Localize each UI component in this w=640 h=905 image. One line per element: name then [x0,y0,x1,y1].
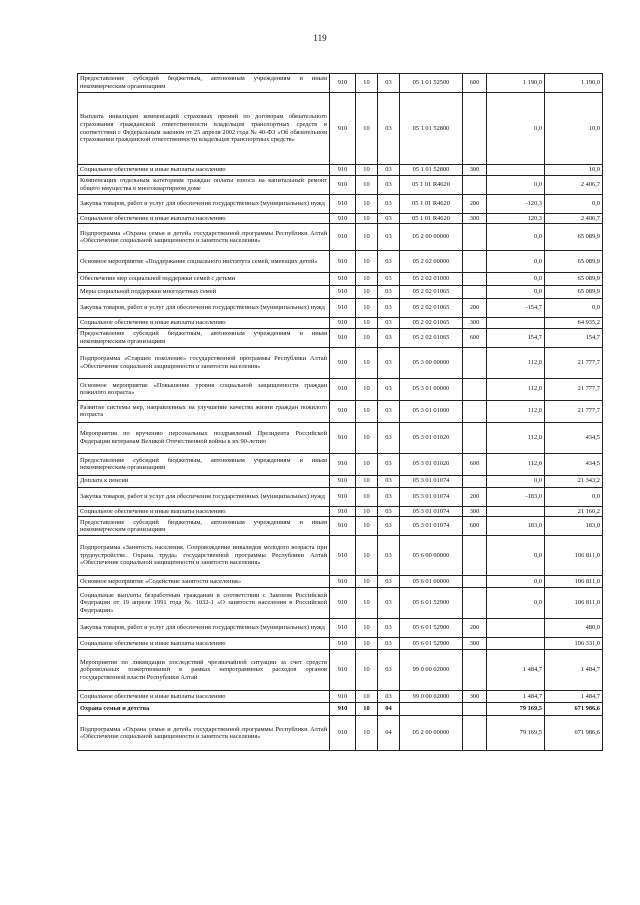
cell-target: 05 2 02 01000 [400,273,463,286]
table-row [78,400,603,422]
cell-total: 2 406,7 [545,175,603,194]
cell-total: 21 777,7 [545,347,603,378]
cell-subsection: 03 [378,378,400,400]
cell-vr [463,224,487,251]
cell-amount-change [487,506,545,517]
cell-amount-change: 79 169,5 [487,716,545,751]
cell-vr: 200 [463,619,487,638]
table-row [78,286,603,299]
budget-table [77,73,603,751]
cell-amount-change [487,165,545,176]
cell-subsection: 04 [378,703,400,716]
cell-subsection: 03 [378,517,400,536]
cell-amount-change: -120,3 [487,194,545,213]
cell-amount-change: 79 169,5 [487,703,545,716]
cell-target: 05 1 01 R4620 [400,213,463,224]
table-row [78,224,603,251]
cell-subsection: 03 [378,299,400,318]
cell-name: Подпрограмма «Занятость населения. Сопровождение инвалидов молодого возраста при трудоустройстве. Охрана труда» государственной программы Республики Алтай «Обеспечение социальной защищенности и занятости населения» [78,536,330,576]
cell-section: 10 [356,251,378,273]
cell-vr [463,175,487,194]
cell-vr [463,378,487,400]
cell-vr: 300 [463,691,487,703]
cell-section: 10 [356,74,378,93]
cell-ministry: 910 [330,93,356,165]
cell-subsection: 03 [378,318,400,329]
cell-subsection: 03 [378,487,400,506]
cell-amount-change: 0,0 [487,536,545,576]
cell-subsection: 03 [378,536,400,576]
cell-ministry: 910 [330,422,356,453]
cell-amount-change: 112,0 [487,453,545,475]
cell-section: 10 [356,638,378,650]
cell-amount-change [487,619,545,638]
cell-ministry: 910 [330,691,356,703]
cell-name: Подпрограмма «Старшее поколение» государственной программы Республики Алтай «Обеспечение социальной защищенности и занятости населения» [78,347,330,378]
table-row [78,517,603,536]
cell-subsection: 03 [378,619,400,638]
cell-vr [463,400,487,422]
cell-total: 1 484,7 [545,650,603,691]
table-row [78,175,603,194]
cell-section: 10 [356,475,378,487]
cell-target: 05 3 01 00000 [400,378,463,400]
cell-vr: 200 [463,194,487,213]
cell-name: Социальные выплаты безработным гражданам в соответствии с Законом Российской Федерации от 19 апреля 1991 года № 1032-1 «О занятости населения в Российской Федерации» [78,588,330,619]
cell-ministry: 910 [330,619,356,638]
cell-vr [463,251,487,273]
table-row [78,576,603,588]
cell-vr [463,536,487,576]
cell-amount-change: 1 190,0 [487,74,545,93]
cell-section: 10 [356,517,378,536]
cell-section: 10 [356,347,378,378]
cell-amount-change [487,318,545,329]
cell-target: 05 2 00 00000 [400,224,463,251]
cell-ministry: 910 [330,347,356,378]
table-row [78,273,603,286]
cell-total: 106 811,0 [545,576,603,588]
cell-vr: 600 [463,517,487,536]
cell-vr [463,703,487,716]
cell-name: Закупка товаров, работ и услуг для обеспечения государственных (муниципальных) нужд [78,487,330,506]
cell-section: 10 [356,422,378,453]
cell-total: 671 986,6 [545,716,603,751]
cell-section: 10 [356,286,378,299]
cell-section: 10 [356,299,378,318]
cell-section: 10 [356,588,378,619]
cell-ministry: 910 [330,165,356,176]
cell-subsection: 03 [378,422,400,453]
cell-ministry: 910 [330,650,356,691]
cell-ministry: 910 [330,506,356,517]
cell-target: 05 1 01 52800 [400,165,463,176]
cell-name: Предоставление субсидий бюджетным, автономным учреждениям и иным некоммерческим организациям [78,74,330,93]
cell-total: 0,0 [545,487,603,506]
cell-total: 21 777,7 [545,378,603,400]
table-row [78,619,603,638]
table-row [78,453,603,475]
cell-name: Социальное обеспечение и иные выплаты населению [78,506,330,517]
cell-section: 10 [356,273,378,286]
cell-subsection: 03 [378,213,400,224]
cell-target: 05 3 01 01074 [400,487,463,506]
cell-vr [463,286,487,299]
table-row [78,506,603,517]
cell-subsection: 03 [378,74,400,93]
cell-section: 10 [356,703,378,716]
cell-subsection: 03 [378,691,400,703]
cell-subsection: 03 [378,506,400,517]
table-row [78,378,603,400]
table-row [78,650,603,691]
cell-vr [463,716,487,751]
cell-name: Закупка товаров, работ и услуг для обеспечения государственных (муниципальных) нужд [78,194,330,213]
table-row [78,638,603,650]
cell-amount-change: -183,0 [487,487,545,506]
cell-ministry: 910 [330,213,356,224]
cell-section: 10 [356,318,378,329]
table-row [78,691,603,703]
cell-total: 106 331,0 [545,638,603,650]
cell-total: 480,0 [545,619,603,638]
cell-target: 05 3 01 01000 [400,400,463,422]
cell-subsection: 03 [378,638,400,650]
cell-name: Закупка товаров, работ и услуг для обеспечения государственных (муниципальных) нужд [78,619,330,638]
cell-name: Социальное обеспечение и иные выплаты населению [78,638,330,650]
cell-vr: 600 [463,453,487,475]
cell-target: 05 2 02 01065 [400,328,463,347]
cell-target: 05 2 00 00000 [400,716,463,751]
cell-amount-change: 112,0 [487,347,545,378]
cell-amount-change: 1 484,7 [487,650,545,691]
cell-target: 05 3 01 01020 [400,453,463,475]
cell-subsection: 03 [378,400,400,422]
cell-amount-change [487,638,545,650]
cell-ministry: 910 [330,576,356,588]
cell-amount-change: 0,0 [487,286,545,299]
cell-name: Мероприятия по вручению персональных поздравлений Президента Российской Федерации ветеранам Великой Отечественной войны к их 90-летию [78,422,330,453]
cell-vr [463,93,487,165]
cell-total: 21 343,2 [545,475,603,487]
cell-target: 05 3 01 01074 [400,475,463,487]
table-row [78,347,603,378]
cell-amount-change: 0,0 [487,475,545,487]
cell-amount-change: 0,0 [487,273,545,286]
cell-section: 10 [356,691,378,703]
cell-ministry: 910 [330,716,356,751]
cell-total: 1 484,7 [545,691,603,703]
cell-total: 65 089,9 [545,224,603,251]
cell-total: 106 811,0 [545,536,603,576]
cell-section: 10 [356,453,378,475]
cell-target: 05 1 01 R4620 [400,194,463,213]
cell-name: Социальное обеспечение и иные выплаты населению [78,691,330,703]
cell-name: Основное мероприятие «Поддержание социального института семей, имеющих детей» [78,251,330,273]
cell-ministry: 910 [330,328,356,347]
cell-target: 05 3 00 00000 [400,347,463,378]
cell-target: 05 3 01 01074 [400,506,463,517]
table-row [78,318,603,329]
cell-name: Доплата к пенсии [78,475,330,487]
table-row [78,328,603,347]
cell-target: 05 1 01 52500 [400,74,463,93]
cell-amount-change: 0,0 [487,93,545,165]
cell-ministry: 910 [330,299,356,318]
cell-section: 10 [356,400,378,422]
cell-ministry: 910 [330,74,356,93]
cell-name: Предоставление субсидий бюджетным, автономным учреждениям и иным некоммерческим организациям [78,517,330,536]
cell-total: 671 986,6 [545,703,603,716]
cell-name: Предоставление субсидий бюджетным, автономным учреждениям и иным некоммерческим организациям [78,328,330,347]
cell-ministry: 910 [330,251,356,273]
cell-amount-change: 0,0 [487,576,545,588]
cell-section: 10 [356,487,378,506]
cell-ministry: 910 [330,536,356,576]
cell-name: Выплата инвалидам компенсаций страховых премий по договорам обязательного страхования гражданской ответственности владельцев транспортных средств в соответствии с Федеральным законом от 25 апреля 2002 года № 40-ФЗ «Об обязательном страховании гражданской ответственности владельцев транспортных средств» [78,93,330,165]
cell-subsection: 03 [378,453,400,475]
page-number: 119 [313,33,327,43]
cell-vr: 300 [463,638,487,650]
cell-target [400,703,463,716]
cell-section: 10 [356,619,378,638]
cell-total: 65 089,9 [545,273,603,286]
cell-amount-change: -154,7 [487,299,545,318]
table-row [78,487,603,506]
cell-section: 10 [356,224,378,251]
cell-section: 10 [356,576,378,588]
cell-name: Социальное обеспечение и иные выплаты населению [78,318,330,329]
cell-vr [463,347,487,378]
cell-subsection: 03 [378,576,400,588]
cell-vr: 200 [463,487,487,506]
cell-name: Подпрограмма «Охрана семьи и детей» государственной программы Республики Алтай «Обеспечение социальной защищенности и занятости населения» [78,224,330,251]
table-row [78,588,603,619]
cell-subsection: 04 [378,716,400,751]
cell-subsection: 03 [378,286,400,299]
cell-name: Компенсация отдельным категориям граждан оплаты взноса на капитальный ремонт общего имущества в многоквартирном доме [78,175,330,194]
cell-amount-change: 120,3 [487,213,545,224]
cell-section: 10 [356,506,378,517]
cell-target: 05 3 01 01074 [400,517,463,536]
table-row [78,716,603,751]
cell-ministry: 910 [330,475,356,487]
cell-vr: 200 [463,299,487,318]
table-row [78,299,603,318]
cell-target: 05 6 01 52900 [400,619,463,638]
cell-vr [463,475,487,487]
cell-vr: 300 [463,213,487,224]
cell-target: 05 1 01 52800 [400,93,463,165]
cell-vr [463,422,487,453]
cell-section: 10 [356,536,378,576]
cell-ministry: 910 [330,703,356,716]
table-row [78,93,603,165]
cell-ministry: 910 [330,487,356,506]
cell-subsection: 03 [378,328,400,347]
cell-subsection: 03 [378,194,400,213]
cell-section: 10 [356,378,378,400]
cell-name: Социальное обеспечение и иные выплаты населению [78,213,330,224]
cell-subsection: 03 [378,347,400,378]
cell-ministry: 910 [330,224,356,251]
cell-name: Охрана семьи и детства [78,703,330,716]
cell-target: 05 2 02 01065 [400,318,463,329]
cell-ministry: 910 [330,400,356,422]
table-row [78,74,603,93]
cell-vr [463,576,487,588]
cell-target: 05 6 01 52900 [400,638,463,650]
table-row [78,251,603,273]
cell-ministry: 910 [330,286,356,299]
cell-target: 05 2 02 01065 [400,286,463,299]
cell-amount-change: 0,0 [487,588,545,619]
cell-target: 05 3 01 01020 [400,422,463,453]
cell-vr: 300 [463,506,487,517]
cell-total: 10,0 [545,165,603,176]
cell-name: Меры социальной поддержки многодетных семей [78,286,330,299]
cell-amount-change: 0,0 [487,175,545,194]
cell-ministry: 910 [330,638,356,650]
cell-section: 10 [356,650,378,691]
cell-amount-change: 112,0 [487,422,545,453]
cell-total: 2 406,7 [545,213,603,224]
cell-total: 0,0 [545,194,603,213]
cell-subsection: 03 [378,175,400,194]
table-row [78,475,603,487]
cell-section: 10 [356,194,378,213]
table-row [78,213,603,224]
cell-total: 0,0 [545,299,603,318]
cell-ministry: 910 [330,453,356,475]
cell-total: 21 160,2 [545,506,603,517]
cell-amount-change: 112,0 [487,378,545,400]
cell-target: 05 6 00 00000 [400,536,463,576]
cell-ministry: 910 [330,318,356,329]
cell-amount-change: 154,7 [487,328,545,347]
cell-amount-change: 112,0 [487,400,545,422]
cell-section: 10 [356,328,378,347]
cell-name: Закупка товаров, работ и услуг для обеспечения государственных (муниципальных) нужд [78,299,330,318]
cell-vr [463,588,487,619]
cell-total: 183,0 [545,517,603,536]
cell-total: 434,5 [545,453,603,475]
cell-total: 1 190,0 [545,74,603,93]
cell-subsection: 03 [378,251,400,273]
cell-section: 10 [356,165,378,176]
cell-name: Основное мероприятие «Повышение уровня социальной защищенности граждан пожилого возраста» [78,378,330,400]
cell-vr: 300 [463,165,487,176]
cell-subsection: 03 [378,273,400,286]
cell-name: Обеспечение мер социальной поддержки семей с детьми [78,273,330,286]
cell-subsection: 03 [378,650,400,691]
cell-vr: 300 [463,318,487,329]
cell-section: 10 [356,213,378,224]
cell-target: 05 2 02 01065 [400,299,463,318]
cell-total: 65 089,9 [545,286,603,299]
cell-total: 64 935,2 [545,318,603,329]
cell-target: 05 2 02 00000 [400,251,463,273]
table-row [78,165,603,176]
cell-target: 99 0 00 02000 [400,650,463,691]
cell-vr: 600 [463,74,487,93]
cell-ministry: 910 [330,175,356,194]
cell-target: 05 6 01 00000 [400,576,463,588]
cell-ministry: 910 [330,517,356,536]
cell-ministry: 910 [330,588,356,619]
cell-vr [463,273,487,286]
cell-ministry: 910 [330,273,356,286]
cell-amount-change: 0,0 [487,224,545,251]
cell-total: 106 811,0 [545,588,603,619]
cell-subsection: 03 [378,588,400,619]
cell-ministry: 910 [330,194,356,213]
cell-name: Развитие системы мер, направленных на улучшение качества жизни граждан пожилого возраста [78,400,330,422]
cell-amount-change: 0,0 [487,251,545,273]
cell-name: Основное мероприятие «Содействие занятости населения» [78,576,330,588]
cell-section: 10 [356,716,378,751]
cell-subsection: 03 [378,475,400,487]
table-row [78,422,603,453]
cell-target: 99 0 00 02000 [400,691,463,703]
cell-amount-change: 1 484,7 [487,691,545,703]
cell-amount-change: 183,0 [487,517,545,536]
cell-total: 154,7 [545,328,603,347]
cell-total: 21 777,7 [545,400,603,422]
table-row [78,536,603,576]
cell-subsection: 03 [378,93,400,165]
cell-subsection: 03 [378,165,400,176]
cell-subsection: 03 [378,224,400,251]
cell-vr [463,650,487,691]
cell-name: Социальное обеспечение и иные выплаты населению [78,165,330,176]
cell-name: Мероприятия по ликвидации последствий чрезвычайной ситуации за счет средств добровольных пожертвований в рамках непрограммных расходов органов государственной власти Республики Алтай [78,650,330,691]
cell-total: 10,0 [545,93,603,165]
table-row [78,703,603,716]
cell-vr: 600 [463,328,487,347]
table-row [78,194,603,213]
cell-total: 434,5 [545,422,603,453]
cell-section: 10 [356,175,378,194]
cell-target: 05 6 01 52900 [400,588,463,619]
cell-ministry: 910 [330,378,356,400]
cell-section: 10 [356,93,378,165]
cell-target: 05 1 01 R4620 [400,175,463,194]
cell-name: Предоставление субсидий бюджетным, автономным учреждениям и иным некоммерческим организациям [78,453,330,475]
cell-total: 65 089,9 [545,251,603,273]
cell-name: Подпрограмма «Охрана семьи и детей» государственной программы Республики Алтай «Обеспечение социальной защищенности и занятости населения» [78,716,330,751]
